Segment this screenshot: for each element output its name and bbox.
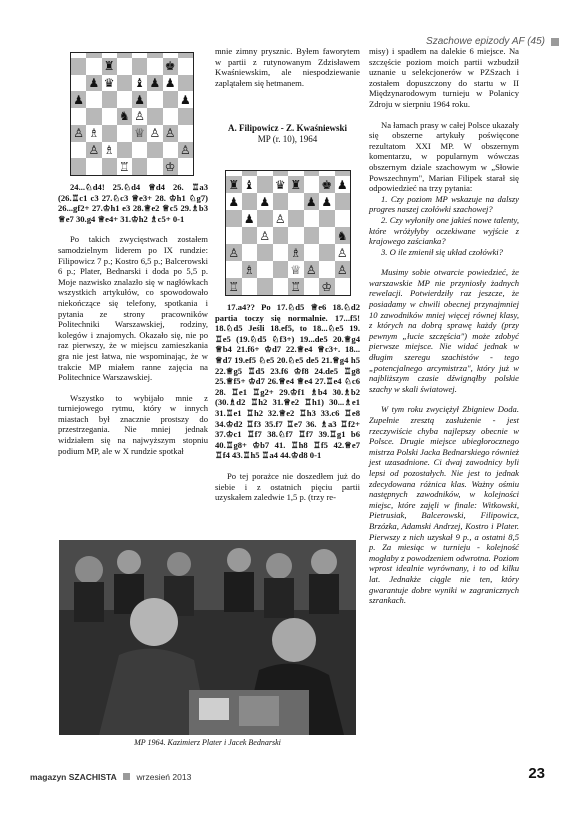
white-bishop-icon: ♗ — [290, 245, 302, 260]
board-square — [226, 261, 242, 278]
board-square — [147, 91, 162, 108]
board-square — [132, 158, 147, 175]
black-pawn-icon: ♟ — [179, 92, 191, 107]
board-square — [147, 125, 162, 142]
board-square — [304, 227, 320, 244]
board-square — [335, 193, 351, 210]
question-2: 2. Czy wyłoniły one jakieś nowe talenty, które wróżyłyby oczekiwane wyjście z krajowego zaścianka? — [369, 214, 519, 247]
black-knight-icon: ♞ — [336, 228, 348, 243]
black-pawn-icon: ♟ — [243, 211, 255, 226]
board-square — [226, 193, 242, 210]
board-square — [304, 193, 320, 210]
board-square — [71, 142, 86, 159]
board-square — [163, 108, 178, 125]
white-pawn-icon: ♙ — [336, 262, 348, 277]
board-square — [288, 244, 304, 261]
white-rook-icon: ♖ — [228, 279, 240, 294]
board-square — [288, 193, 304, 210]
board-square — [102, 108, 117, 125]
game-title: A. Filipowicz - Z. Kwaśniewski — [227, 123, 347, 133]
board-square — [273, 244, 289, 261]
board-square — [178, 58, 193, 75]
board-square — [257, 278, 273, 295]
board-square — [117, 91, 132, 108]
black-rook-icon: ♜ — [290, 177, 302, 192]
black-pawn-icon: ♟ — [164, 75, 176, 90]
white-pawn-icon: ♙ — [228, 245, 240, 260]
white-pawn-icon: ♙ — [305, 262, 317, 277]
board-square — [319, 176, 335, 193]
white-pawn-icon: ♙ — [88, 142, 100, 157]
game-subtitle: MP (r. 10), 1964 — [257, 134, 318, 144]
board-square — [335, 227, 351, 244]
white-pawn-icon: ♙ — [179, 142, 191, 157]
board-square — [273, 227, 289, 244]
black-pawn-icon: ♟ — [73, 92, 84, 107]
white-pawn-icon: ♙ — [259, 228, 271, 243]
board-square — [102, 142, 117, 159]
white-king-icon: ♔ — [164, 159, 176, 174]
board-square — [242, 261, 258, 278]
square-marker-icon — [123, 773, 130, 780]
board-square — [335, 278, 351, 295]
board-square — [335, 261, 351, 278]
board-square — [71, 108, 86, 125]
board-square — [226, 244, 242, 261]
board-square — [178, 158, 193, 175]
black-pawn-icon: ♟ — [336, 177, 348, 192]
board-square — [335, 176, 351, 193]
board-square — [163, 75, 178, 92]
paragraph-no-revelations: Musimy sobie otwarcie powiedzieć, że warszawskie MP nie przyniosły żadnych rewelacji. Potwierdziły raz jeszcze, że posiadamy w chwili obecnej przynajmniej 10 zawodników mniej więcej równej klasy, z których na dobrą sprawę każdy (przy pewnym „łucie szczęścia") może zdobyć pierwsze miejsce. Nie widać jednak w długim szeregu szachistów - tego „potencjalnego arcymistrza", który już w najbliższym czasie dźwignąłby polskie szachy w skali światowej. — [369, 267, 519, 394]
board-square — [304, 261, 320, 278]
board-square — [335, 244, 351, 261]
board-square — [257, 176, 273, 193]
white-rook-icon: ♖ — [290, 279, 302, 294]
board-square — [163, 125, 178, 142]
board-square — [304, 278, 320, 295]
column-2-lower — [215, 302, 360, 503]
paragraph-cold-shower: mnie zimny prysznic. Byłem faworytem w partii z rutynowanym Zdzisławem Kwaśniewskim, ale niespodziewanie zaplątałem się hetmanem. — [215, 46, 360, 88]
black-pawn-icon: ♟ — [134, 92, 145, 107]
board-square — [102, 75, 117, 92]
paragraph-doda: W tym roku zwyciężył Zbigniew Doda. Zupełnie zresztą zasłużenie - jest rzeczywiście chyba najlepszy obecnie w Polsce. Drugie miejsce ubiegłorocznego mistrza Polski Jacka Bednarskiego również jest uzasadnione. Ci dwaj zawodnicy byli lepsi od pozostałych. Nie jest to jednak zdecydowana różnica klas. Ważny ośmiu następnych zawodników, w kolejności miejsc, które zajęli w finale: Witkowski, Pietrusiak, Balcerowski, Filipowicz, Brzózka, Adamski Andrzej, Kostro i Plater. Pierwszy z nich uzyskał 9 p., a ostatni 8,5 p. Za miesiąc w turnieju - kolejność mogłaby z powodzeniem odwrotna. Poziom wprost idealnie wyrównany, i to od kilku lat. Jednakże ciągle nie ten, który gwarantuje dobre wyniki w zagranicznych szrankach. — [369, 404, 519, 606]
board-square — [71, 125, 86, 142]
board-square — [132, 58, 147, 75]
board-square — [132, 125, 147, 142]
board-square — [226, 278, 242, 295]
board-square — [163, 58, 178, 75]
board-square — [319, 227, 335, 244]
column-1 — [58, 182, 208, 456]
board-square — [319, 278, 335, 295]
board-square — [288, 278, 304, 295]
black-king-icon: ♚ — [321, 177, 333, 192]
board-square — [304, 210, 320, 227]
board-square — [257, 227, 273, 244]
board-square — [178, 75, 193, 92]
white-pawn-icon: ♙ — [164, 126, 176, 141]
board-square — [273, 193, 289, 210]
board-square — [257, 210, 273, 227]
game-moves-2: 17.a4?? Po 17.♘d5 ♕e6 18.♘d2 partia toczy się normalnie. 17...f5! 18.♘d5 Jeśli 18.ef5, to 18...♘e5 19. ♖e5 (19.♘d5 ♘f3+) 19...de5 20.♕g4 ♕b4 21.f6+ ♔d7 22.♕e4 ♕c3+. 18... ♕d7 19.ef5 ♘e5 20.♘e5 de5 21.♕g4 h5 22.♕g5 ♖d5 23.f6 ♔f8 24.de5 ♖g8 25.♕f5+ ♔d7 26.♕e4 ♕e4 27.♖e4 ♘c6 28. ♖e1 ♖g2+ 29.♔f1 ♗b4 30.♗b2 (30.♗d2 ♖h2 31.♕e2 ♖h1) 30...♗e1 31.♖e1 ♖h2 32.♕e2 ♖h3 33.c6 ♖e8 34.♔d2 ♖f3 35.f7 ♖e7 36. ♗a3 ♖f2+ 37.♔c1 ♖f7 38.♘f7 ♖f7 39.♖g1 b6 40.♖g8+ ♔b7 41. ♖h8 ♖f5 42.♕e7 ♖f4 43.♖h5 ♖a4 44.♔d8 0-1 — [215, 302, 360, 461]
board-square — [117, 125, 132, 142]
board-square — [319, 193, 335, 210]
tournament-photo — [59, 540, 356, 735]
board-square — [71, 75, 86, 92]
white-pawn-icon: ♙ — [274, 211, 286, 226]
column-3 — [369, 46, 519, 606]
board-square — [288, 210, 304, 227]
white-rook-icon: ♖ — [118, 159, 130, 174]
black-queen-icon: ♛ — [103, 75, 115, 90]
board-square — [242, 193, 258, 210]
board-square — [71, 58, 86, 75]
board-square — [242, 278, 258, 295]
section-title: Szachowe epizody AF (45) — [426, 36, 545, 47]
board-square — [226, 210, 242, 227]
chess-diagram-1 — [70, 52, 194, 176]
board-square — [335, 210, 351, 227]
board-square — [132, 91, 147, 108]
board-square — [102, 58, 117, 75]
question-3: 3. O ile zmienił się układ czołówki? — [381, 246, 503, 257]
white-pawn-icon: ♙ — [336, 245, 348, 260]
board-square — [117, 142, 132, 159]
board-square — [102, 91, 117, 108]
board-square — [163, 142, 178, 159]
footer — [30, 772, 191, 782]
game-moves-1: 24...♘d4! 25.♘d4 ♕d4 26. ♖a3 (26.♖c1 c3 27.♘c3 ♕e3+ 28. ♔h1 ♘g7) 26...gf2+ 27.♔h1 e3 28.♕e2 ♕c5 29.♗b3 ♕e7 30.g4 ♕e4+ 31.♔h2 ♗c5+ 0-1 — [58, 182, 208, 224]
photo-caption: MP 1964. Kazimierz Plater i Jacek Bednarski — [134, 738, 281, 747]
board-square — [319, 210, 335, 227]
paragraph-after-loss: Po tej porażce nie doszedłem już do siebie i z ostatnich pięciu partii uzyskałem zaledwie 1,5 p. (trzy re- — [215, 470, 360, 503]
black-pawn-icon: ♟ — [321, 194, 333, 209]
board-square — [86, 91, 101, 108]
paragraph-rhythm: Wszystko to wybijało mnie z turniejowego rytmu, który w innych miastach był znacznie prostszy do przestrzegania. Nie mniej jednak widziałem się na najwyższym stopniu podium MP, ale w X rundzie spotkał — [58, 392, 208, 456]
black-rook-icon: ♜ — [103, 59, 115, 74]
board-square — [147, 142, 162, 159]
board-square — [132, 142, 147, 159]
board-square — [102, 158, 117, 175]
board-square — [257, 244, 273, 261]
board-square — [288, 261, 304, 278]
question-1: 1. Czy poziom MP wskazuje na dalszy progres naszej czołówki szachowej? — [369, 193, 519, 215]
black-bishop-icon: ♝ — [243, 177, 255, 192]
board-square — [242, 227, 258, 244]
board-square — [226, 176, 242, 193]
board-square — [86, 108, 101, 125]
black-bishop-icon: ♝ — [134, 75, 145, 90]
white-king-icon: ♔ — [321, 279, 333, 294]
black-rook-icon: ♜ — [228, 177, 240, 192]
white-pawn-icon: ♙ — [149, 126, 161, 141]
board-square — [178, 125, 193, 142]
black-pawn-icon: ♟ — [259, 194, 271, 209]
board-square — [117, 158, 132, 175]
board-square — [71, 158, 86, 175]
board-square — [319, 244, 335, 261]
black-pawn-icon: ♟ — [149, 75, 161, 90]
board-square — [163, 91, 178, 108]
board-square — [319, 261, 335, 278]
black-pawn-icon: ♟ — [88, 75, 100, 90]
board-square — [117, 108, 132, 125]
board-square — [178, 142, 193, 159]
board-square — [242, 176, 258, 193]
page-number: 23 — [528, 765, 545, 782]
board-square — [273, 210, 289, 227]
board-square — [226, 227, 242, 244]
board-square — [288, 176, 304, 193]
board-square — [304, 244, 320, 261]
board-square — [86, 125, 101, 142]
board-square — [242, 210, 258, 227]
black-pawn-icon: ♟ — [305, 194, 317, 209]
board-square — [132, 75, 147, 92]
board-square — [288, 227, 304, 244]
board-square — [117, 75, 132, 92]
board-square — [147, 75, 162, 92]
white-queen-icon: ♕ — [134, 126, 145, 141]
board-square — [147, 58, 162, 75]
white-pawn-icon: ♙ — [73, 126, 84, 141]
white-bishop-icon: ♗ — [103, 142, 115, 157]
board-square — [86, 158, 101, 175]
board-square — [242, 244, 258, 261]
board-square — [117, 58, 132, 75]
board-square — [304, 176, 320, 193]
board-square — [86, 142, 101, 159]
square-marker-icon — [551, 38, 559, 46]
board-square — [132, 108, 147, 125]
players-photo-illustration — [59, 540, 356, 735]
white-pawn-icon: ♙ — [134, 109, 145, 124]
board-square — [163, 158, 178, 175]
black-queen-icon: ♛ — [274, 177, 286, 192]
paragraph-standings: Po takich zwycięstwach zostałem samodzielnym liderem po IX rundzie: Filipowicz 7 p.; Kostro 6,5 p.; Balcerowski 6 p.; Plater, Bednarski i doda po 5,5 p. Moje nazwisko znalazło się w nagłówkach wszystkich artykułów, co spowodowało niekończące się telefony, spotkania i pytania ze strony pracowników Politechniki Warszawskiej, rodziny, kolegów i znajomych. Okazało się, nie po raz pierwszy, że w miejscu zamieszkania gra nie jest łatwa, nie wspominając, że w trakcie MP miałem ranne zajęcia na Politechnice Warszawskiej. — [58, 234, 208, 383]
chess-diagram-2 — [225, 170, 351, 296]
board-square — [86, 58, 101, 75]
white-queen-icon: ♕ — [290, 262, 302, 277]
magazine-name: magazyn SZACHISTA — [30, 772, 117, 782]
black-king-icon: ♚ — [164, 59, 176, 74]
board-square — [86, 75, 101, 92]
column-2 — [215, 46, 360, 88]
board-square — [273, 261, 289, 278]
black-pawn-icon: ♟ — [228, 194, 240, 209]
board-square — [71, 91, 86, 108]
board-square — [178, 108, 193, 125]
board-square — [102, 125, 117, 142]
board-square — [147, 158, 162, 175]
board-square — [257, 193, 273, 210]
white-bishop-icon: ♗ — [243, 262, 255, 277]
board-square — [273, 278, 289, 295]
paragraph-polanica: misy) i spadłem na dalekie 6 miejsce. Na szczęście poziom moich partii wzbudził uznanie u selekcjonerów w PZSzach i zostałem dopuszczony do startu w II Międzynarodowym turnieju w Polanicy Zdroju w sierpniu 1964 roku. — [369, 46, 519, 109]
white-bishop-icon: ♗ — [88, 126, 100, 141]
board-square — [273, 176, 289, 193]
board-square — [178, 91, 193, 108]
black-knight-icon: ♞ — [118, 109, 130, 124]
issue-date: wrzesień 2013 — [136, 772, 192, 782]
board-square — [147, 108, 162, 125]
board-square — [257, 261, 273, 278]
paragraph-press: Na łamach prasy w całej Polsce ukazały się obszerne artykuły poświęcone rezultatom XXI MP. W obszernym komentarzu, w popularnym wówczas obszernym dziale szachowym w „Słowie Powszechnym", Marian Filipek starał się odpowiedzieć na trzy pytania: — [369, 119, 519, 194]
